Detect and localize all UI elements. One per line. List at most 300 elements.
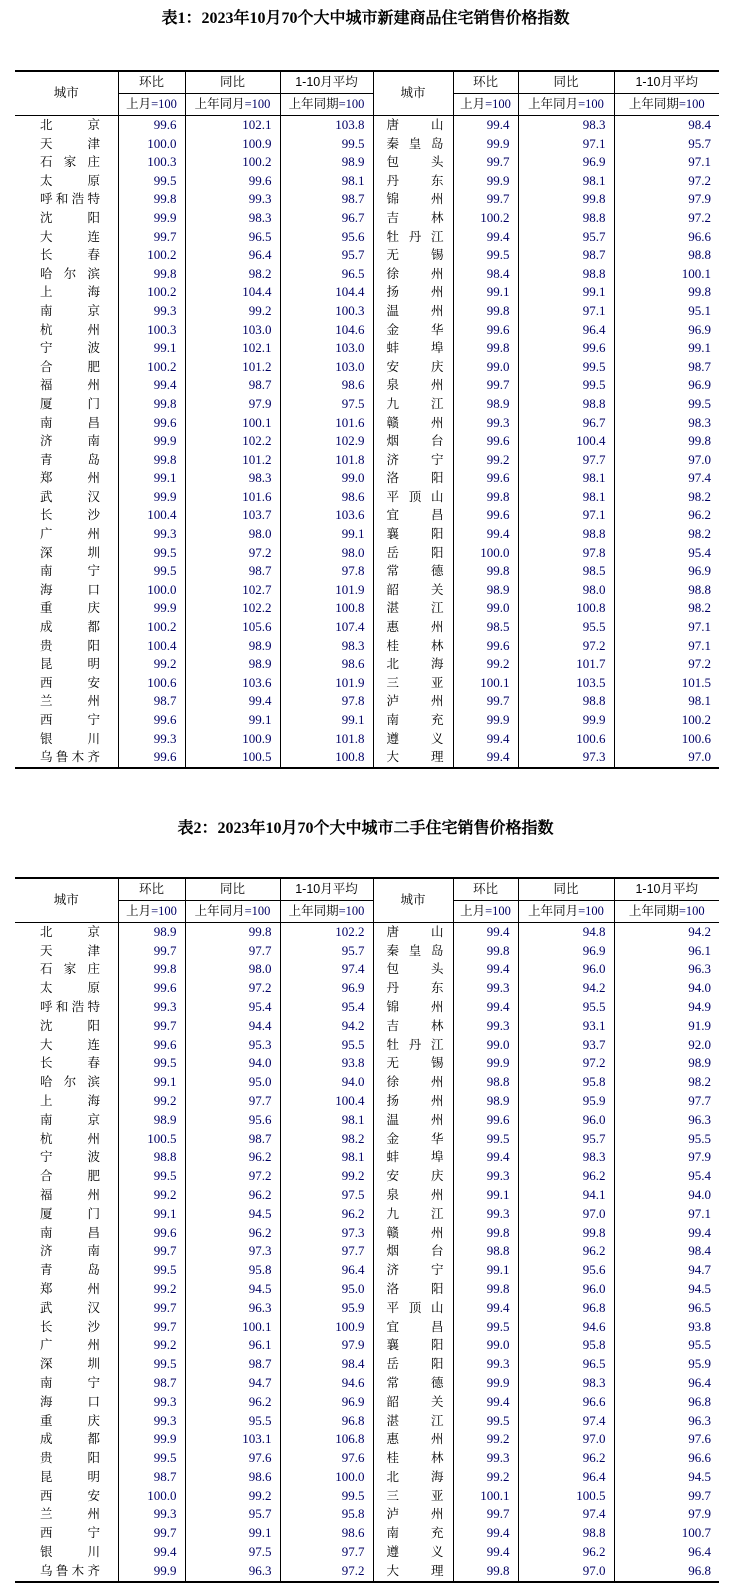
value-cell: 94.2 bbox=[280, 1017, 373, 1036]
value-cell: 99.8 bbox=[118, 451, 185, 470]
city-name: 泸州 bbox=[386, 1507, 444, 1522]
table-row bbox=[15, 711, 719, 730]
value-cell: 99.8 bbox=[118, 190, 185, 209]
city-name: 广州 bbox=[40, 1338, 100, 1353]
city-name: 青岛 bbox=[40, 1263, 100, 1278]
city-cell bbox=[373, 730, 453, 749]
city-name: 金华 bbox=[386, 1131, 444, 1146]
header-yoy: 同比 bbox=[185, 71, 280, 94]
value-cell: 91.9 bbox=[614, 1017, 719, 1036]
table-row bbox=[15, 1130, 719, 1149]
city-name: 安庆 bbox=[386, 359, 444, 374]
value-cell: 99.0 bbox=[280, 469, 373, 488]
value-cell: 95.6 bbox=[280, 228, 373, 247]
value-cell: 99.2 bbox=[118, 655, 185, 674]
value-cell: 98.0 bbox=[280, 544, 373, 563]
value-cell: 101.2 bbox=[185, 451, 280, 470]
city-cell bbox=[373, 451, 453, 470]
table-row bbox=[15, 1073, 719, 1092]
city-name: 青岛 bbox=[40, 452, 100, 467]
city-name: 宁波 bbox=[40, 341, 100, 356]
value-cell: 100.0 bbox=[118, 1487, 185, 1506]
city-cell bbox=[373, 1299, 453, 1318]
city-cell bbox=[15, 637, 118, 656]
value-cell: 100.8 bbox=[518, 599, 614, 618]
table-row bbox=[15, 116, 719, 135]
value-cell: 99.8 bbox=[453, 339, 518, 358]
value-cell: 96.2 bbox=[280, 1205, 373, 1224]
value-cell: 97.8 bbox=[280, 562, 373, 581]
table-row bbox=[15, 544, 719, 563]
city-name: 惠州 bbox=[386, 620, 444, 635]
value-cell: 105.6 bbox=[185, 618, 280, 637]
value-cell: 100.8 bbox=[280, 599, 373, 618]
city-name: 南京 bbox=[40, 303, 100, 318]
city-cell bbox=[15, 544, 118, 563]
header-mom: 环比 bbox=[118, 71, 185, 94]
city-name: 唐山 bbox=[386, 924, 444, 939]
city-cell bbox=[373, 116, 453, 135]
city-cell bbox=[373, 376, 453, 395]
city-cell bbox=[373, 979, 453, 998]
value-cell: 99.3 bbox=[453, 1355, 518, 1374]
city-cell bbox=[15, 674, 118, 693]
city-cell bbox=[15, 1242, 118, 1261]
value-cell: 99.5 bbox=[118, 562, 185, 581]
value-cell: 97.2 bbox=[614, 209, 719, 228]
header-yoy-base: 上年同月=100 bbox=[185, 900, 280, 922]
header-avg-base: 上年同期=100 bbox=[280, 900, 373, 922]
value-cell: 99.8 bbox=[185, 922, 280, 941]
table-row bbox=[15, 190, 719, 209]
city-cell bbox=[15, 1543, 118, 1562]
value-cell: 95.9 bbox=[280, 1299, 373, 1318]
city-cell bbox=[373, 1374, 453, 1393]
value-cell: 97.1 bbox=[614, 637, 719, 656]
city-cell bbox=[373, 637, 453, 656]
value-cell: 99.8 bbox=[453, 302, 518, 321]
city-cell bbox=[15, 1130, 118, 1149]
value-cell: 99.9 bbox=[453, 172, 518, 191]
city-cell bbox=[373, 674, 453, 693]
value-cell: 99.7 bbox=[118, 1017, 185, 1036]
value-cell: 98.2 bbox=[614, 525, 719, 544]
city-name: 济宁 bbox=[386, 1263, 444, 1278]
table-row bbox=[15, 960, 719, 979]
value-cell: 99.8 bbox=[453, 488, 518, 507]
value-cell: 99.1 bbox=[118, 469, 185, 488]
city-name: 北海 bbox=[386, 657, 444, 672]
city-name: 常德 bbox=[386, 564, 444, 579]
city-name: 海口 bbox=[40, 1394, 100, 1409]
header-yoy-base: 上年同月=100 bbox=[185, 94, 280, 116]
city-cell bbox=[15, 116, 118, 135]
value-cell: 97.7 bbox=[518, 451, 614, 470]
city-name: 石家庄 bbox=[40, 962, 100, 977]
city-name: 兰州 bbox=[40, 694, 100, 709]
value-cell: 98.8 bbox=[453, 1073, 518, 1092]
city-cell bbox=[373, 321, 453, 340]
table-row bbox=[15, 922, 719, 941]
value-cell: 94.5 bbox=[185, 1280, 280, 1299]
header-mom: 环比 bbox=[453, 878, 518, 901]
table-row bbox=[15, 748, 719, 768]
city-cell bbox=[373, 339, 453, 358]
value-cell: 96.3 bbox=[614, 960, 719, 979]
value-cell: 96.6 bbox=[518, 1393, 614, 1412]
value-cell: 99.5 bbox=[614, 395, 719, 414]
city-cell bbox=[15, 942, 118, 961]
city-name: 三亚 bbox=[386, 675, 444, 690]
value-cell: 97.7 bbox=[614, 1092, 719, 1111]
city-cell bbox=[15, 1449, 118, 1468]
city-cell bbox=[15, 395, 118, 414]
value-cell: 96.0 bbox=[518, 1111, 614, 1130]
value-cell: 99.8 bbox=[453, 1562, 518, 1582]
value-cell: 98.7 bbox=[185, 1355, 280, 1374]
value-cell: 94.5 bbox=[185, 1205, 280, 1224]
city-cell bbox=[15, 190, 118, 209]
value-cell: 96.7 bbox=[280, 209, 373, 228]
city-name: 合肥 bbox=[40, 1169, 100, 1184]
value-cell: 103.0 bbox=[280, 358, 373, 377]
city-cell bbox=[15, 451, 118, 470]
city-name: 南宁 bbox=[40, 1375, 100, 1390]
value-cell: 96.6 bbox=[614, 228, 719, 247]
value-cell: 95.6 bbox=[518, 1261, 614, 1280]
value-cell: 99.6 bbox=[453, 1111, 518, 1130]
value-cell: 98.1 bbox=[280, 1111, 373, 1130]
city-name: 赣州 bbox=[386, 415, 444, 430]
table-row bbox=[15, 1148, 719, 1167]
value-cell: 99.4 bbox=[453, 525, 518, 544]
value-cell: 100.6 bbox=[614, 730, 719, 749]
value-cell: 97.9 bbox=[280, 1336, 373, 1355]
city-cell bbox=[15, 1224, 118, 1243]
city-cell bbox=[373, 209, 453, 228]
value-cell: 94.4 bbox=[185, 1017, 280, 1036]
value-cell: 94.7 bbox=[614, 1261, 719, 1280]
table-row bbox=[15, 1111, 719, 1130]
city-name: 平顶山 bbox=[386, 489, 444, 504]
value-cell: 97.1 bbox=[614, 153, 719, 172]
table-row bbox=[15, 525, 719, 544]
city-name: 上海 bbox=[40, 1093, 100, 1108]
city-name: 沈阳 bbox=[40, 210, 100, 225]
value-cell: 99.1 bbox=[118, 339, 185, 358]
value-cell: 99.4 bbox=[453, 1543, 518, 1562]
value-cell: 104.6 bbox=[280, 321, 373, 340]
value-cell: 96.0 bbox=[518, 1280, 614, 1299]
city-name: 济南 bbox=[40, 1244, 100, 1259]
city-name: 武汉 bbox=[40, 1300, 100, 1315]
table-row bbox=[15, 942, 719, 961]
value-cell: 98.9 bbox=[614, 1054, 719, 1073]
city-cell bbox=[373, 618, 453, 637]
value-cell: 100.7 bbox=[614, 1524, 719, 1543]
value-cell: 100.4 bbox=[118, 506, 185, 525]
value-cell: 100.2 bbox=[614, 711, 719, 730]
city-name: 温州 bbox=[386, 1112, 444, 1127]
value-cell: 99.8 bbox=[453, 562, 518, 581]
city-cell bbox=[373, 1280, 453, 1299]
value-cell: 99.6 bbox=[118, 414, 185, 433]
city-name: 天津 bbox=[40, 943, 100, 958]
city-cell bbox=[373, 1393, 453, 1412]
value-cell: 99.5 bbox=[453, 1130, 518, 1149]
city-name: 西宁 bbox=[40, 1526, 100, 1541]
value-cell: 98.3 bbox=[518, 1148, 614, 1167]
city-cell bbox=[15, 1186, 118, 1205]
value-cell: 100.8 bbox=[280, 748, 373, 768]
value-cell: 95.6 bbox=[185, 1111, 280, 1130]
value-cell: 100.6 bbox=[518, 730, 614, 749]
city-name: 锦州 bbox=[386, 192, 444, 207]
value-cell: 99.1 bbox=[280, 525, 373, 544]
city-cell bbox=[15, 1393, 118, 1412]
value-cell: 98.8 bbox=[518, 692, 614, 711]
header-yoy-base: 上年同月=100 bbox=[518, 94, 614, 116]
value-cell: 100.4 bbox=[118, 637, 185, 656]
value-cell: 99.6 bbox=[453, 506, 518, 525]
value-cell: 97.0 bbox=[614, 451, 719, 470]
value-cell: 98.8 bbox=[614, 581, 719, 600]
value-cell: 99.9 bbox=[453, 711, 518, 730]
table-row bbox=[15, 228, 719, 247]
value-cell: 97.4 bbox=[518, 1412, 614, 1431]
value-cell: 96.5 bbox=[518, 1355, 614, 1374]
value-cell: 97.1 bbox=[518, 506, 614, 525]
value-cell: 95.7 bbox=[280, 246, 373, 265]
value-cell: 101.6 bbox=[185, 488, 280, 507]
city-cell bbox=[15, 748, 118, 768]
value-cell: 98.8 bbox=[518, 525, 614, 544]
value-cell: 99.3 bbox=[185, 190, 280, 209]
city-name: 唐山 bbox=[386, 118, 444, 132]
table-row bbox=[15, 1092, 719, 1111]
value-cell: 99.1 bbox=[453, 1261, 518, 1280]
city-name: 秦皇岛 bbox=[386, 943, 444, 958]
city-name: 襄阳 bbox=[386, 527, 444, 542]
value-cell: 97.2 bbox=[280, 1562, 373, 1582]
city-cell bbox=[373, 1092, 453, 1111]
header-avg-base: 上年同期=100 bbox=[614, 94, 719, 116]
value-cell: 99.2 bbox=[118, 1092, 185, 1111]
value-cell: 97.4 bbox=[614, 469, 719, 488]
value-cell: 104.4 bbox=[280, 283, 373, 302]
city-cell bbox=[15, 1092, 118, 1111]
value-cell: 98.8 bbox=[118, 1148, 185, 1167]
value-cell: 100.2 bbox=[453, 209, 518, 228]
table-row bbox=[15, 1054, 719, 1073]
value-cell: 99.8 bbox=[614, 432, 719, 451]
value-cell: 98.0 bbox=[518, 581, 614, 600]
value-cell: 98.7 bbox=[518, 246, 614, 265]
table-row bbox=[15, 1430, 719, 1449]
city-cell bbox=[373, 1036, 453, 1055]
city-cell bbox=[373, 748, 453, 768]
city-name: 杭州 bbox=[40, 1131, 100, 1146]
value-cell: 95.4 bbox=[280, 998, 373, 1017]
value-cell: 99.6 bbox=[118, 748, 185, 768]
value-cell: 99.6 bbox=[518, 339, 614, 358]
value-cell: 99.4 bbox=[453, 1393, 518, 1412]
table-row bbox=[15, 1186, 719, 1205]
value-cell: 99.0 bbox=[453, 1036, 518, 1055]
city-name: 北海 bbox=[386, 1469, 444, 1484]
value-cell: 103.0 bbox=[185, 321, 280, 340]
value-cell: 101.5 bbox=[614, 674, 719, 693]
city-cell bbox=[15, 1505, 118, 1524]
city-cell bbox=[373, 655, 453, 674]
value-cell: 98.7 bbox=[118, 1374, 185, 1393]
value-cell: 101.2 bbox=[185, 358, 280, 377]
value-cell: 102.1 bbox=[185, 116, 280, 135]
value-cell: 99.4 bbox=[453, 228, 518, 247]
value-cell: 96.2 bbox=[614, 506, 719, 525]
city-name: 厦门 bbox=[40, 1206, 100, 1221]
value-cell: 100.2 bbox=[118, 618, 185, 637]
city-name: 厦门 bbox=[40, 396, 100, 411]
second-hand-home-price-index-table bbox=[15, 877, 719, 1583]
value-cell: 100.1 bbox=[453, 1487, 518, 1506]
city-name: 桂林 bbox=[386, 638, 444, 653]
city-cell bbox=[373, 1355, 453, 1374]
city-cell bbox=[15, 599, 118, 618]
table-row bbox=[15, 302, 719, 321]
city-name: 金华 bbox=[386, 322, 444, 337]
city-cell bbox=[15, 922, 118, 941]
city-name: 南充 bbox=[386, 1526, 444, 1541]
value-cell: 98.7 bbox=[185, 376, 280, 395]
value-cell: 99.6 bbox=[118, 1036, 185, 1055]
value-cell: 106.8 bbox=[280, 1430, 373, 1449]
header-city: 城市 bbox=[373, 71, 453, 116]
city-name: 长春 bbox=[40, 248, 100, 263]
value-cell: 99.6 bbox=[118, 1224, 185, 1243]
city-name: 烟台 bbox=[386, 1244, 444, 1259]
value-cell: 98.8 bbox=[518, 395, 614, 414]
city-cell bbox=[15, 1374, 118, 1393]
value-cell: 96.7 bbox=[518, 414, 614, 433]
value-cell: 98.9 bbox=[453, 395, 518, 414]
value-cell: 98.9 bbox=[453, 1092, 518, 1111]
value-cell: 94.1 bbox=[518, 1186, 614, 1205]
city-cell bbox=[15, 283, 118, 302]
table-row bbox=[15, 395, 719, 414]
city-name: 呼和浩特 bbox=[40, 999, 100, 1014]
value-cell: 94.0 bbox=[614, 1186, 719, 1205]
value-cell: 99.1 bbox=[518, 283, 614, 302]
city-cell bbox=[15, 655, 118, 674]
header-yoy: 同比 bbox=[185, 878, 280, 901]
city-cell bbox=[373, 544, 453, 563]
city-cell bbox=[15, 432, 118, 451]
value-cell: 92.0 bbox=[614, 1036, 719, 1055]
value-cell: 100.5 bbox=[518, 1487, 614, 1506]
city-name: 湛江 bbox=[386, 1413, 444, 1428]
value-cell: 99.9 bbox=[453, 1054, 518, 1073]
value-cell: 97.0 bbox=[518, 1205, 614, 1224]
city-name: 呼和浩特 bbox=[40, 192, 100, 207]
value-cell: 102.9 bbox=[280, 432, 373, 451]
value-cell: 99.8 bbox=[453, 1224, 518, 1243]
value-cell: 97.8 bbox=[280, 692, 373, 711]
value-cell: 99.2 bbox=[453, 655, 518, 674]
table-row bbox=[15, 674, 719, 693]
city-name: 吉林 bbox=[386, 1018, 444, 1033]
value-cell: 100.2 bbox=[118, 358, 185, 377]
city-name: 惠州 bbox=[386, 1432, 444, 1447]
value-cell: 103.1 bbox=[185, 1430, 280, 1449]
value-cell: 99.1 bbox=[614, 339, 719, 358]
city-cell bbox=[15, 358, 118, 377]
city-name: 北京 bbox=[40, 924, 100, 939]
value-cell: 100.1 bbox=[185, 414, 280, 433]
value-cell: 94.6 bbox=[280, 1374, 373, 1393]
value-cell: 99.7 bbox=[118, 1524, 185, 1543]
table-row bbox=[15, 1543, 719, 1562]
value-cell: 96.1 bbox=[614, 942, 719, 961]
value-cell: 98.8 bbox=[614, 246, 719, 265]
value-cell: 98.6 bbox=[280, 1524, 373, 1543]
value-cell: 98.8 bbox=[518, 265, 614, 284]
city-cell bbox=[373, 1224, 453, 1243]
city-cell bbox=[373, 562, 453, 581]
city-name: 蚌埠 bbox=[386, 1150, 444, 1165]
city-name: 锦州 bbox=[386, 999, 444, 1014]
city-cell bbox=[15, 618, 118, 637]
city-name: 昆明 bbox=[40, 1469, 100, 1484]
value-cell: 95.4 bbox=[185, 998, 280, 1017]
city-name: 南昌 bbox=[40, 415, 100, 430]
table1-title: 表1：2023年10月70个大中城市新建商品住宅销售价格指数 bbox=[161, 10, 570, 27]
city-name: 贵阳 bbox=[40, 1451, 100, 1466]
table-row bbox=[15, 265, 719, 284]
city-cell bbox=[15, 1355, 118, 1374]
city-name: 西安 bbox=[40, 1488, 100, 1503]
value-cell: 95.5 bbox=[185, 1412, 280, 1431]
value-cell: 99.4 bbox=[453, 998, 518, 1017]
city-name: 成都 bbox=[40, 1432, 100, 1447]
city-name: 郑州 bbox=[40, 1281, 100, 1296]
header-city: 城市 bbox=[53, 892, 79, 907]
header-avg: 1-10月平均 bbox=[280, 71, 373, 94]
value-cell: 96.8 bbox=[614, 1562, 719, 1582]
value-cell: 98.7 bbox=[614, 358, 719, 377]
value-cell: 97.2 bbox=[185, 544, 280, 563]
city-cell bbox=[15, 730, 118, 749]
city-cell bbox=[373, 1412, 453, 1431]
value-cell: 98.9 bbox=[185, 655, 280, 674]
value-cell: 99.2 bbox=[185, 1487, 280, 1506]
city-name: 徐州 bbox=[386, 266, 444, 281]
value-cell: 98.0 bbox=[185, 960, 280, 979]
city-cell bbox=[373, 246, 453, 265]
city-name: 长春 bbox=[40, 1056, 100, 1071]
value-cell: 98.4 bbox=[280, 1355, 373, 1374]
city-name: 湛江 bbox=[386, 601, 444, 616]
value-cell: 96.2 bbox=[518, 1242, 614, 1261]
value-cell: 97.9 bbox=[614, 1505, 719, 1524]
value-cell: 97.2 bbox=[614, 172, 719, 191]
city-cell bbox=[15, 1261, 118, 1280]
value-cell: 97.2 bbox=[518, 637, 614, 656]
value-cell: 96.2 bbox=[185, 1148, 280, 1167]
value-cell: 97.1 bbox=[518, 135, 614, 154]
value-cell: 97.9 bbox=[614, 190, 719, 209]
value-cell: 96.2 bbox=[518, 1449, 614, 1468]
